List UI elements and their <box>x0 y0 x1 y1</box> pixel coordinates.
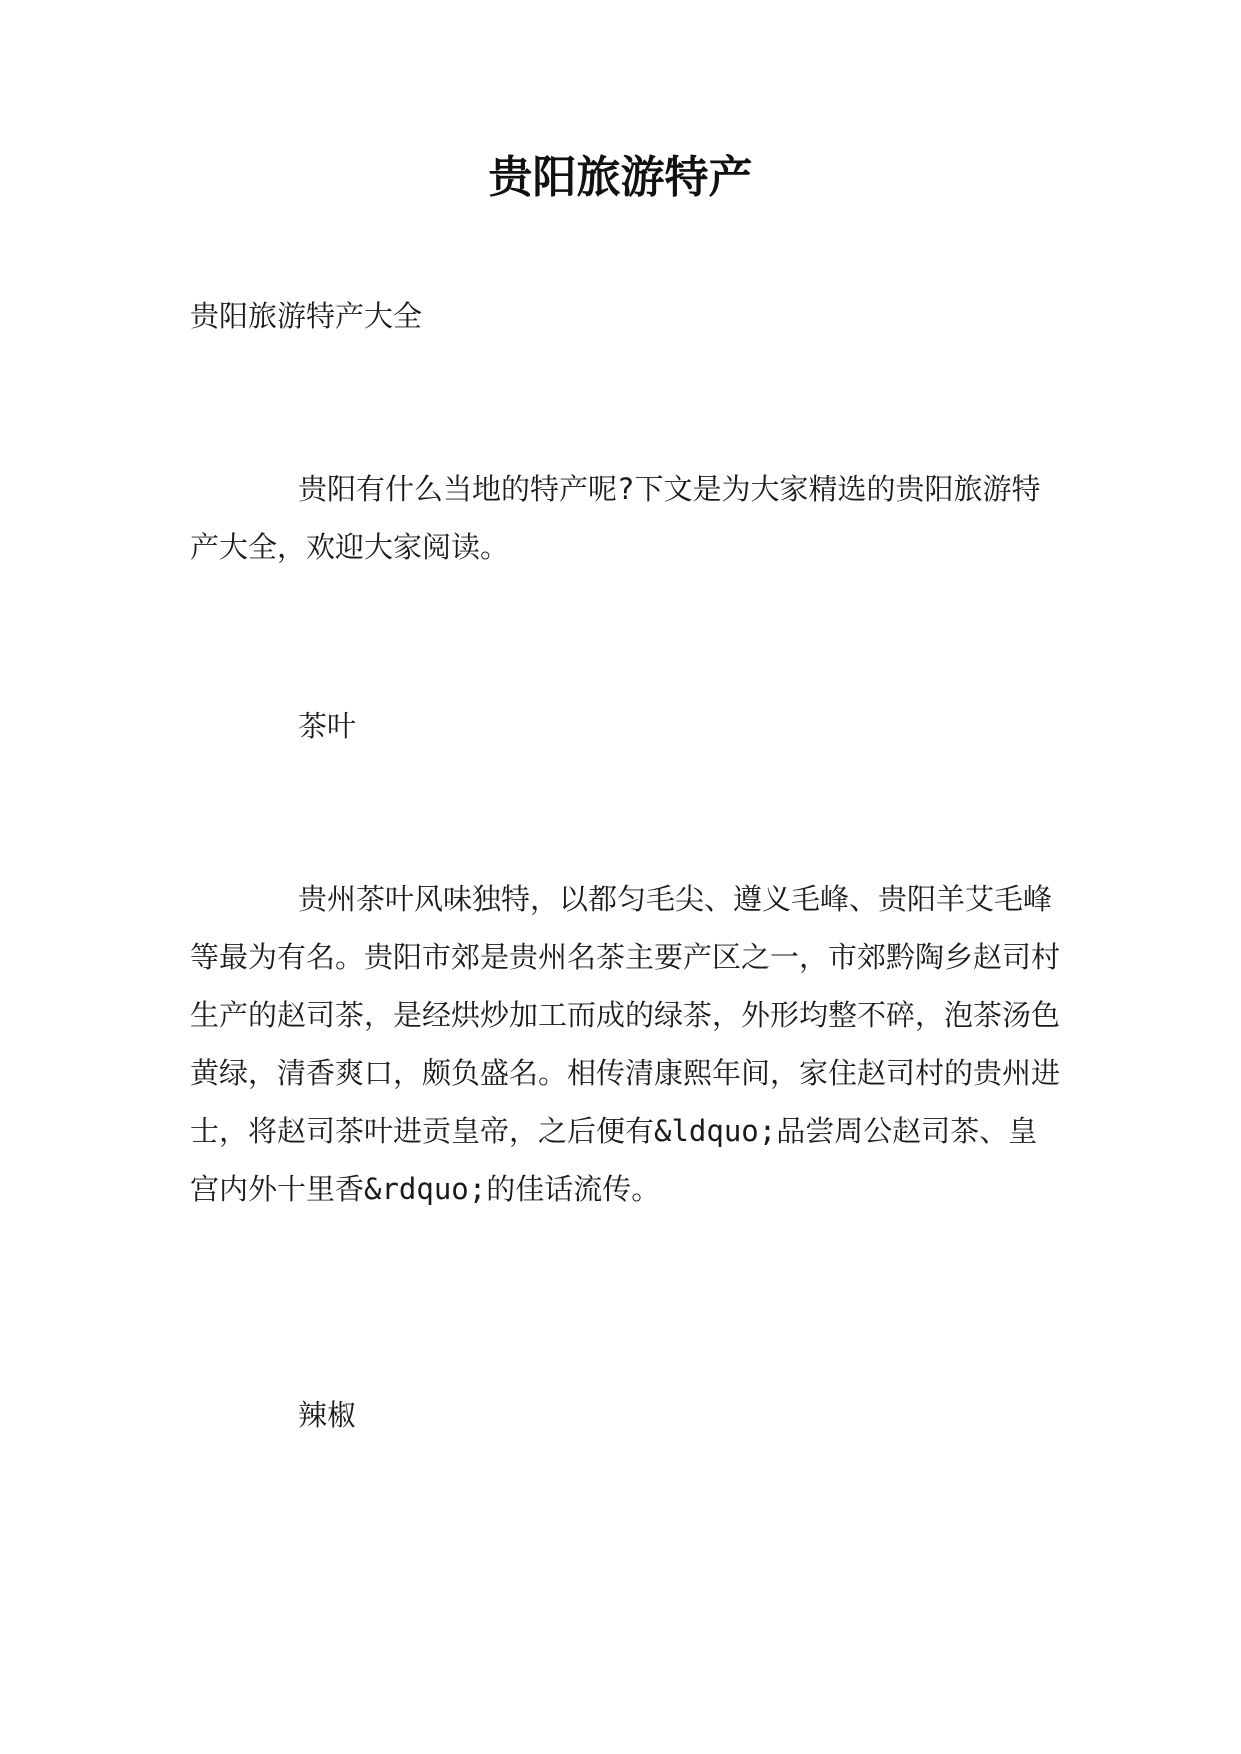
section-heading-tea: 茶叶 <box>298 709 357 743</box>
section-heading-pepper: 辣椒 <box>298 1398 357 1432</box>
intro-paragraph: 贵阳有什么当地的特产呢?下文是为大家精选的贵阳旅游特产大全，欢迎大家阅读。 <box>190 472 1041 564</box>
section-body-tea: 贵州茶叶风味独特，以都匀毛尖、遵义毛峰、贵阳羊艾毛峰等最为有名。贵阳市郊是贵州名茶主要产区之一，市郊黔陶乡赵司村生产的赵司茶，是经烘炒加工而成的绿茶，外形均整不碎，泡茶汤色黄绿，清香爽口，颇负盛名。相传清康熙年间，家住赵司村的贵州进士，将赵司茶叶进贡皇帝，之后便有&ldquo;品尝周公赵司茶、皇宫内外十里香&rdquo;的佳话流传。 <box>190 882 1061 1206</box>
document-title: 贵阳旅游特产 <box>488 152 753 203</box>
document-subtitle: 贵阳旅游特产大全 <box>190 299 423 333</box>
